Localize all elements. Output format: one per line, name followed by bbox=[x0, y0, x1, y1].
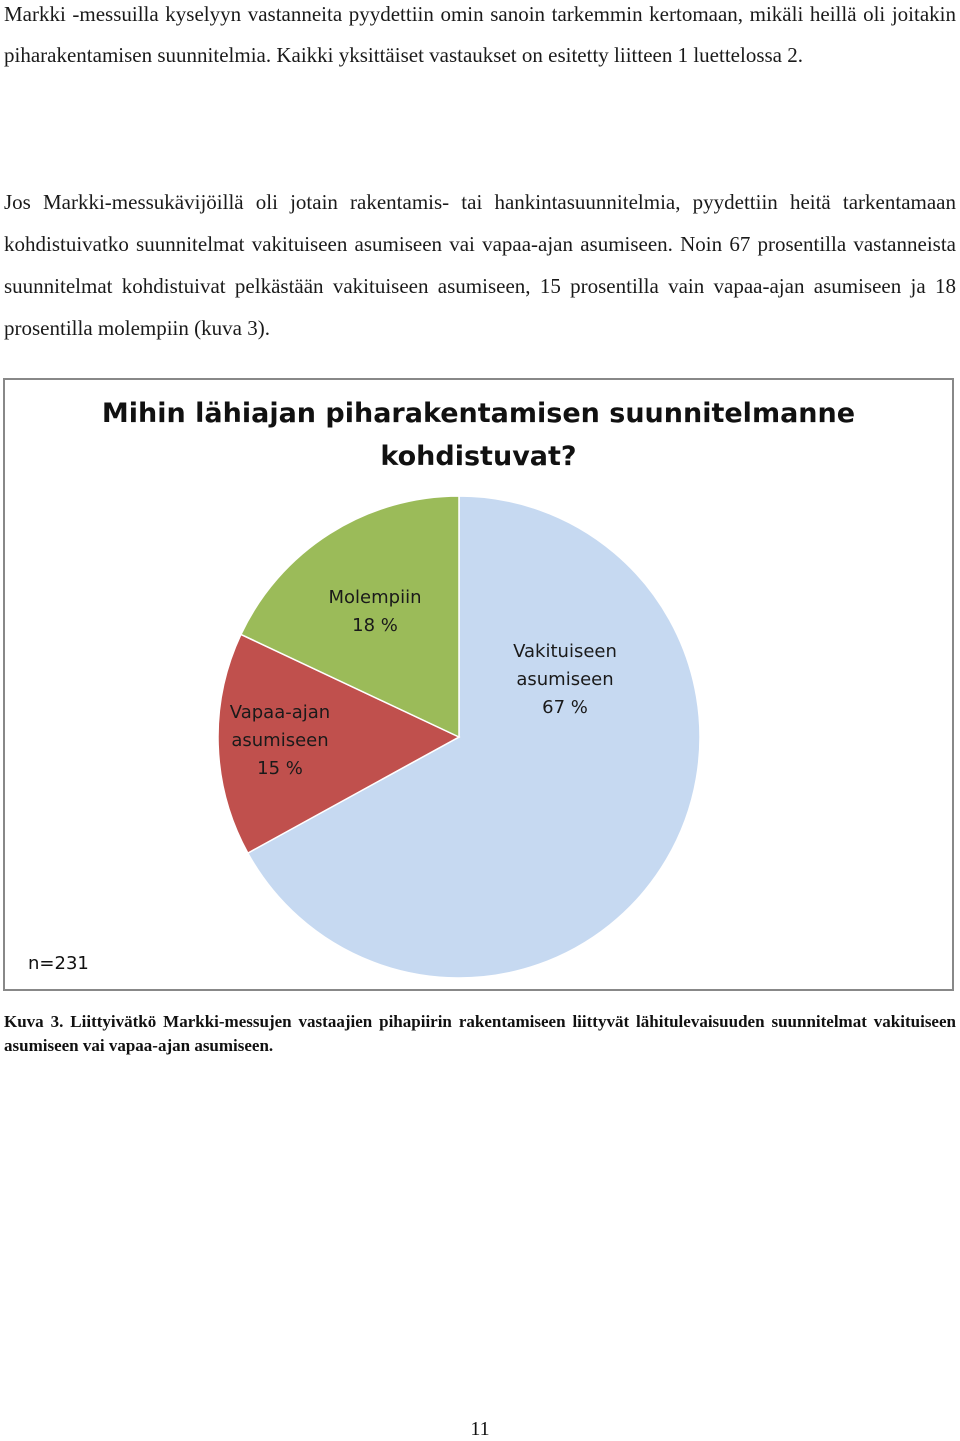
slice-value-vapaa-ajan: 15 % bbox=[257, 758, 303, 779]
slice-label-molempiin bbox=[305, 584, 445, 640]
slice-label-vapaa-ajan-line2: asumiseen bbox=[231, 730, 329, 751]
slice-label-vapaa-ajan bbox=[210, 699, 350, 783]
figure-caption bbox=[4, 1010, 956, 1058]
slice-label-vapaa-ajan-line1: Vapaa-ajan bbox=[229, 702, 331, 723]
chart-title-line1: Mihin lähiajan piharakentamisen suunnitelmanne bbox=[101, 398, 856, 429]
chart-title-line2: kohdistuvat? bbox=[380, 441, 577, 472]
intro-paragraph: Markki -messuilla kyselyyn vastanneita pyydettiin omin sanoin tarkemmin kertomaan, mikäli heillä oli joitakin piharakentamisen suunnitelmia. Kaikki yksittäiset vastaukset on esitetty liitteen 1 luettelossa 2. bbox=[4, 2, 956, 67]
slice-value-molempiin: 18 % bbox=[352, 615, 398, 636]
slice-label-vakituiseen-line1: Vakituiseen bbox=[513, 641, 617, 662]
slice-value-vakituiseen: 67 % bbox=[542, 697, 588, 718]
slice-label-vakituiseen-line2: asumiseen bbox=[516, 669, 614, 690]
slice-label-vakituiseen bbox=[495, 638, 635, 722]
pie-chart-frame bbox=[3, 378, 954, 991]
caption-prefix: Kuva 3. bbox=[4, 1012, 64, 1031]
page-number: 11 bbox=[470, 1418, 490, 1440]
slice-label-molempiin-line1: Molempiin bbox=[328, 587, 422, 608]
sample-size-label: n=231 bbox=[28, 953, 89, 974]
plans-paragraph: Jos Markki-messukävijöillä oli jotain rakentamis- tai hankintasuunnitelmia, pyydettiin heitä tarkentamaan kohdistuivatko suunnitelmat vakituiseen asumiseen vai vapaa-ajan asumiseen. Noin 67 prosentilla vastanneista suunnitelmat kohdistuivat pelkästään vakituiseen asumiseen, 15 prosentilla vain vapaa-ajan asumiseen ja 18 prosentilla molempiin (kuva 3). bbox=[4, 190, 956, 340]
caption-text: Liittyivätkö Markki-messujen vastaajien pihapiirin rakentamiseen liittyvät lähitulevaisuuden suunnitelmat vakituiseen asumiseen vai vapaa-ajan asumiseen. bbox=[4, 1012, 956, 1055]
